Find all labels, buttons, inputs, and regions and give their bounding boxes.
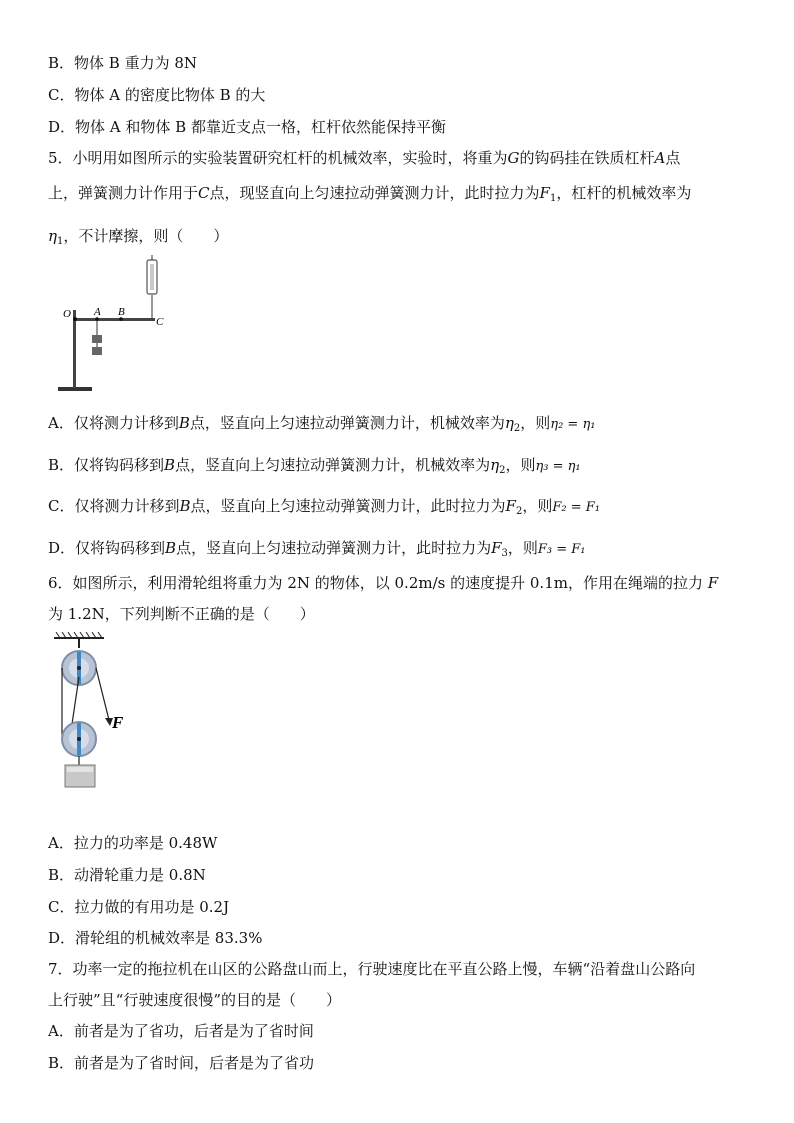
- q6-option-b: B．动滑轮重力是 0.8N: [48, 866, 206, 884]
- q6-option-d: D．滑轮组的机械效率是 83.3%: [48, 929, 263, 947]
- label-o: O: [63, 308, 71, 320]
- q5-option-c: C．仅将测力计移到B点，竖直向上匀速拉动弹簧测力计，此时拉力为$F_2$，则F₂ = F₁: [48, 497, 600, 517]
- q4-option-b: B．物体 B 重力为 8N: [48, 54, 198, 72]
- q6-option-c: C．拉力做的有用功是 0.2J: [48, 898, 230, 916]
- q5-stem-line3: $\eta_1$，不计摩擦，则（ ）: [48, 227, 229, 247]
- q5-option-b: B．仅将钩码移到B点，竖直向上匀速拉动弹簧测力计，机械效率为$\eta_2$，则η₃ = η₁: [48, 456, 581, 476]
- q7-option-b: B．前者是为了省时间，后者是为了省功: [48, 1054, 315, 1072]
- q7-stem-line2: 上行驶”且“行驶速度很慢”的目的是（ ）: [48, 991, 342, 1009]
- force-label: F: [112, 713, 124, 732]
- q6-stem-line1: 6．如图所示，利用滑轮组将重力为 2N 的物体，以 0.2m/s 的速度提升 0.1m，作用在绳端的拉力 F: [48, 574, 719, 592]
- label-c: C: [156, 316, 164, 328]
- q5-option-d: D．仅将钩码移到B点，竖直向上匀速拉动弹簧测力计，此时拉力为$F_3$，则F₃ = F₁: [48, 539, 586, 559]
- q5-option-a: A．仅将测力计移到B点，竖直向上匀速拉动弹簧测力计，机械效率为$\eta_2$，则η₂ = η₁: [48, 414, 596, 434]
- q6-option-a: A．拉力的功率是 0.48W: [48, 834, 218, 852]
- pulley-figure: [52, 632, 142, 792]
- q6-stem-line2: 为 1.2N，下列判断不正确的是（ ）: [48, 605, 315, 623]
- q7-option-a: A．前者是为了省功，后者是为了省时间: [48, 1022, 314, 1040]
- q5-stem-line1: 5．小明用如图所示的实验装置研究杠杆的机械效率，实验时，将重为G的钩码挂在铁质杠杆A点: [48, 149, 681, 167]
- q4-option-d: D．物体 A 和物体 B 都靠近支点一格，杠杆依然能保持平衡: [48, 118, 446, 136]
- q5-stem-line2: 上，弹簧测力计作用于C点，现竖直向上匀速拉动弹簧测力计，此时拉力为$F_1$，杠杆的机械效率为: [48, 184, 692, 204]
- q7-stem-line1: 7．功率一定的拖拉机在山区的公路盘山而上，行驶速度比在平直公路上慢，车辆“沿着盘山公路向: [48, 960, 696, 978]
- label-a: A: [94, 306, 101, 318]
- q4-option-c: C．物体 A 的密度比物体 B 的大: [48, 86, 266, 104]
- lever-figure: [55, 255, 185, 400]
- label-b: B: [118, 306, 125, 318]
